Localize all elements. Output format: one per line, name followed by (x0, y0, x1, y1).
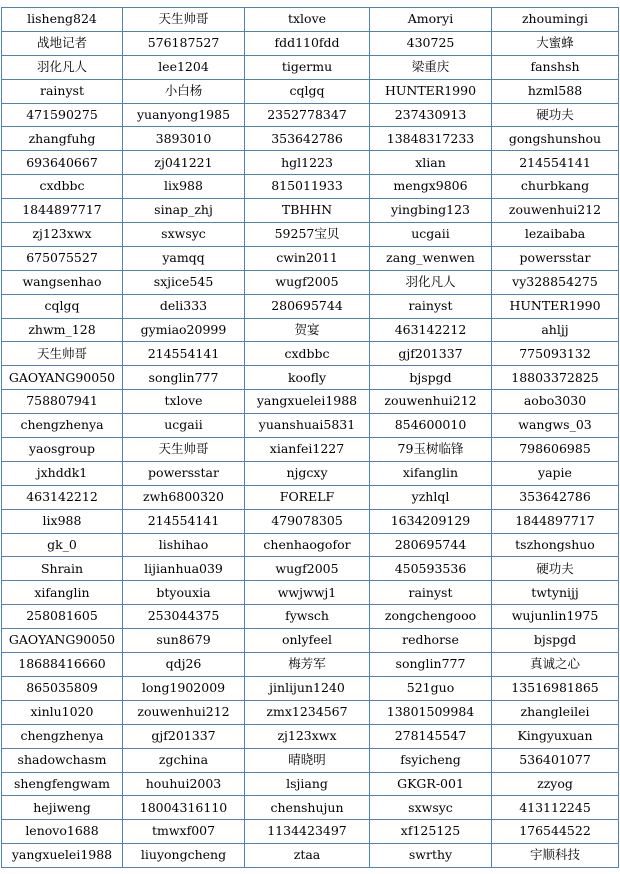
table-cell: TBHHN (245, 199, 370, 223)
table-cell: zzyog (492, 772, 619, 796)
table-cell: zhangfuhg (2, 127, 123, 151)
table-cell: chengzhenya (2, 724, 123, 748)
table-cell: wugf2005 (245, 557, 370, 581)
table-row (2, 557, 619, 581)
table-row (2, 55, 619, 79)
table-cell: lenovo1688 (2, 820, 123, 844)
table-cell: songlin777 (370, 653, 492, 677)
table-row (2, 581, 619, 605)
table-cell: lishihao (123, 533, 245, 557)
table-cell: powersstar (123, 461, 245, 485)
table-cell: long1902009 (123, 676, 245, 700)
table-cell: HUNTER1990 (370, 79, 492, 103)
table-row (2, 438, 619, 462)
table-cell: 梅芳军 (245, 653, 370, 677)
table-cell: 硬功夫 (492, 103, 619, 127)
table-cell: vy328854275 (492, 270, 619, 294)
table-cell: fdd110fdd (245, 31, 370, 55)
table-cell: sun8679 (123, 629, 245, 653)
table-cell: 576187527 (123, 31, 245, 55)
table-cell: zongchengooo (370, 605, 492, 629)
table-cell: bjspgd (492, 629, 619, 653)
table-cell: lijianhua039 (123, 557, 245, 581)
table-row (2, 485, 619, 509)
table-cell: koofly (245, 366, 370, 390)
table-cell: 真诚之心 (492, 653, 619, 677)
table-cell: xf125125 (370, 820, 492, 844)
table-row (2, 8, 619, 32)
table-cell: chenshujun (245, 796, 370, 820)
table-row (2, 294, 619, 318)
table-cell: lezaibaba (492, 223, 619, 247)
table-cell: 宇顺科技 (492, 844, 619, 868)
table-row (2, 748, 619, 772)
table-cell: houhui2003 (123, 772, 245, 796)
table-cell: ztaa (245, 844, 370, 868)
table-cell: 天生帅哥 (123, 8, 245, 32)
table-cell: yzhlql (370, 485, 492, 509)
table-cell: 258081605 (2, 605, 123, 629)
table-cell: cqlgq (245, 79, 370, 103)
table-cell: zhwm_128 (2, 318, 123, 342)
table-row (2, 629, 619, 653)
table-cell: txlove (123, 390, 245, 414)
table-cell: HUNTER1990 (492, 294, 619, 318)
table-body (2, 8, 619, 868)
table-cell: wugf2005 (245, 270, 370, 294)
table-row (2, 653, 619, 677)
table-cell: qdj26 (123, 653, 245, 677)
table-cell: btyouxia (123, 581, 245, 605)
table-cell: 2352778347 (245, 103, 370, 127)
table-cell: 865035809 (2, 676, 123, 700)
table-cell: xinlu1020 (2, 700, 123, 724)
table-cell: 大蜜蜂 (492, 31, 619, 55)
table-row (2, 605, 619, 629)
table-row (2, 700, 619, 724)
table-cell: gongshunshou (492, 127, 619, 151)
table-cell: twtynijj (492, 581, 619, 605)
table-cell: ahljj (492, 318, 619, 342)
table-cell: lee1204 (123, 55, 245, 79)
table-cell: xlian (370, 151, 492, 175)
table-cell: gymiao20999 (123, 318, 245, 342)
table-cell: zj123xwx (245, 724, 370, 748)
table-cell: onlyfeel (245, 629, 370, 653)
table-cell: yuanyong1985 (123, 103, 245, 127)
table-cell: fanshsh (492, 55, 619, 79)
table-cell: 413112245 (492, 796, 619, 820)
table-cell: 479078305 (245, 509, 370, 533)
table-cell: yingbing123 (370, 199, 492, 223)
table-cell: 815011933 (245, 175, 370, 199)
table-cell: zang_wenwen (370, 246, 492, 270)
table-cell: shadowchasm (2, 748, 123, 772)
table-cell: 晴晓明 (245, 748, 370, 772)
table-cell: 237430913 (370, 103, 492, 127)
table-cell: 1634209129 (370, 509, 492, 533)
table-cell: zhangleilei (492, 700, 619, 724)
table-row (2, 461, 619, 485)
table-cell: yangxuelei1988 (2, 844, 123, 868)
table-cell: liuyongcheng (123, 844, 245, 868)
table-cell: zgchina (123, 748, 245, 772)
table-cell: aobo3030 (492, 390, 619, 414)
table-cell: sinap_zhj (123, 199, 245, 223)
table-cell: rainyst (2, 79, 123, 103)
table-cell: tszhongshuo (492, 533, 619, 557)
table-cell: 463142212 (370, 318, 492, 342)
table-cell: hejiweng (2, 796, 123, 820)
table-cell: cxdbbc (2, 175, 123, 199)
table-cell: txlove (245, 8, 370, 32)
table-row (2, 533, 619, 557)
table-cell: 798606985 (492, 438, 619, 462)
table-row (2, 246, 619, 270)
table-cell: gk_0 (2, 533, 123, 557)
table-cell: 18803372825 (492, 366, 619, 390)
table-cell: 430725 (370, 31, 492, 55)
table-cell: wujunlin1975 (492, 605, 619, 629)
table-cell: 521guo (370, 676, 492, 700)
table-cell: yangxuelei1988 (245, 390, 370, 414)
table-cell: 214554141 (492, 151, 619, 175)
username-table (1, 7, 619, 868)
table-row (2, 318, 619, 342)
table-cell: yapie (492, 461, 619, 485)
table-cell: 贺宴 (245, 318, 370, 342)
table-cell: fsyicheng (370, 748, 492, 772)
table-cell: songlin777 (123, 366, 245, 390)
table-cell: zouwenhui212 (492, 199, 619, 223)
table-row (2, 366, 619, 390)
table-row (2, 151, 619, 175)
table-cell: 硬功夫 (492, 557, 619, 581)
table-cell: 278145547 (370, 724, 492, 748)
table-row (2, 127, 619, 151)
table-cell: zj123xwx (2, 223, 123, 247)
table-row (2, 844, 619, 868)
table-cell: Shrain (2, 557, 123, 581)
table-cell: gjf201337 (370, 342, 492, 366)
table-row (2, 390, 619, 414)
table-cell: 梁重庆 (370, 55, 492, 79)
table-cell: tigermu (245, 55, 370, 79)
table-row (2, 199, 619, 223)
table-row (2, 31, 619, 55)
table-cell: powersstar (492, 246, 619, 270)
table-cell: 天生帅哥 (123, 438, 245, 462)
table-cell: churbkang (492, 175, 619, 199)
table-cell: 353642786 (245, 127, 370, 151)
table-cell: yaosgroup (2, 438, 123, 462)
table-cell: wangsenhao (2, 270, 123, 294)
table-cell: gjf201337 (123, 724, 245, 748)
table-cell: 675075527 (2, 246, 123, 270)
table-cell: 羽化凡人 (370, 270, 492, 294)
table-cell: jinlijun1240 (245, 676, 370, 700)
table-cell: zouwenhui212 (370, 390, 492, 414)
table-row (2, 342, 619, 366)
table-cell: shengfengwam (2, 772, 123, 796)
table-cell: 253044375 (123, 605, 245, 629)
table-cell: zmx1234567 (245, 700, 370, 724)
table-cell: hgl1223 (245, 151, 370, 175)
table-cell: 471590275 (2, 103, 123, 127)
table-cell: zhoumingi (492, 8, 619, 32)
table-row (2, 103, 619, 127)
table-cell: chenhaogofor (245, 533, 370, 557)
table-cell: 536401077 (492, 748, 619, 772)
table-cell: 3893010 (123, 127, 245, 151)
table-cell: 59257宝贝 (245, 223, 370, 247)
table-cell: lsjiang (245, 772, 370, 796)
table-cell: ucgaii (123, 414, 245, 438)
table-cell: 13848317233 (370, 127, 492, 151)
table-cell: lix988 (123, 175, 245, 199)
table-cell: 13801509984 (370, 700, 492, 724)
table-cell: wwjwwj1 (245, 581, 370, 605)
table-cell: njgcxy (245, 461, 370, 485)
table-row (2, 79, 619, 103)
table-cell: 693640667 (2, 151, 123, 175)
table-cell: lisheng824 (2, 8, 123, 32)
table-cell: tmwxf007 (123, 820, 245, 844)
table-cell: 280695744 (370, 533, 492, 557)
table-cell: redhorse (370, 629, 492, 653)
table-cell: yuanshuai5831 (245, 414, 370, 438)
table-cell: bjspgd (370, 366, 492, 390)
table-cell: sxwsyc (370, 796, 492, 820)
table-cell: GAOYANG90050 (2, 366, 123, 390)
table-cell: swrthy (370, 844, 492, 868)
table-cell: lix988 (2, 509, 123, 533)
table-cell: 775093132 (492, 342, 619, 366)
table-cell: 214554141 (123, 342, 245, 366)
table-cell: sxwsyc (123, 223, 245, 247)
table-cell: yamqq (123, 246, 245, 270)
table-cell: xifanglin (2, 581, 123, 605)
table-cell: 18004316110 (123, 796, 245, 820)
table-cell: xifanglin (370, 461, 492, 485)
table-row (2, 724, 619, 748)
table-cell: 854600010 (370, 414, 492, 438)
table-cell: 天生帅哥 (2, 342, 123, 366)
table-cell: 280695744 (245, 294, 370, 318)
table-cell: fywsch (245, 605, 370, 629)
table-cell: deli333 (123, 294, 245, 318)
table-cell: Amoryi (370, 8, 492, 32)
table-cell: 353642786 (492, 485, 619, 509)
table-row (2, 820, 619, 844)
table-cell: zwh6800320 (123, 485, 245, 509)
table-cell: 13516981865 (492, 676, 619, 700)
table-cell: 758807941 (2, 390, 123, 414)
table-cell: 463142212 (2, 485, 123, 509)
table-row (2, 223, 619, 247)
table-cell: chengzhenya (2, 414, 123, 438)
table-cell: 79玉树临锋 (370, 438, 492, 462)
table-row (2, 414, 619, 438)
table-cell: rainyst (370, 294, 492, 318)
table-cell: sxjice545 (123, 270, 245, 294)
table-cell: 战地记者 (2, 31, 123, 55)
table-cell: ucgaii (370, 223, 492, 247)
table-cell: cwin2011 (245, 246, 370, 270)
table-cell: GAOYANG90050 (2, 629, 123, 653)
table-cell: 1844897717 (2, 199, 123, 223)
table-cell: 小白杨 (123, 79, 245, 103)
table-cell: 176544522 (492, 820, 619, 844)
table-cell: Kingyuxuan (492, 724, 619, 748)
table-cell: jxhddk1 (2, 461, 123, 485)
table-cell: 1134423497 (245, 820, 370, 844)
table-row (2, 270, 619, 294)
table-cell: 18688416660 (2, 653, 123, 677)
table-cell: FORELF (245, 485, 370, 509)
table-cell: rainyst (370, 581, 492, 605)
table-cell: zouwenhui212 (123, 700, 245, 724)
table-cell: 214554141 (123, 509, 245, 533)
table-cell: cqlgq (2, 294, 123, 318)
table-cell: xianfei1227 (245, 438, 370, 462)
table-cell: wangws_03 (492, 414, 619, 438)
table-cell: 1844897717 (492, 509, 619, 533)
table-cell: mengx9806 (370, 175, 492, 199)
table-row (2, 796, 619, 820)
table-cell: 羽化凡人 (2, 55, 123, 79)
table-row (2, 676, 619, 700)
table-row (2, 175, 619, 199)
table-row (2, 772, 619, 796)
table-cell: GKGR-001 (370, 772, 492, 796)
table-row (2, 509, 619, 533)
table-cell: 450593536 (370, 557, 492, 581)
table-cell: hzml588 (492, 79, 619, 103)
table-cell: zj041221 (123, 151, 245, 175)
table-cell: cxdbbc (245, 342, 370, 366)
